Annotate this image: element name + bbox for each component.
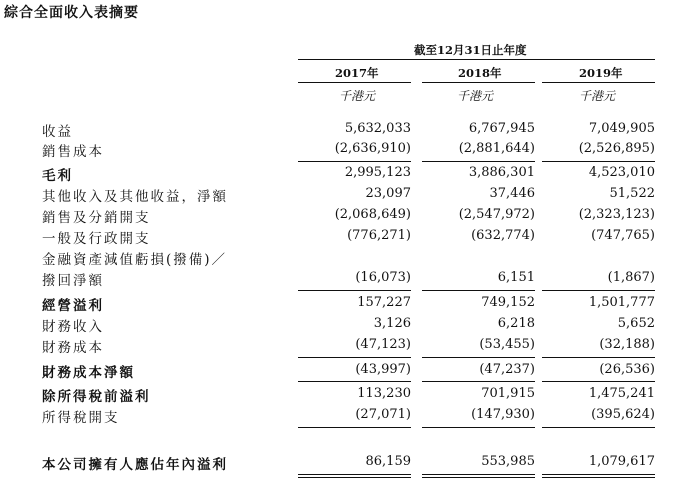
value-2017: 86,159 [365, 454, 411, 469]
row-label: 除所得稅前溢利 [42, 389, 151, 405]
table-row [0, 336, 693, 356]
subtotal-rule [542, 161, 655, 162]
value-2018: (2,547,972) [458, 207, 535, 222]
column-rule [422, 82, 535, 83]
row-label: 經營溢利 [42, 298, 104, 314]
value-2019: 1,079,617 [588, 454, 655, 469]
value-2017: (43,997) [355, 362, 411, 377]
subtotal-rule [542, 290, 655, 291]
row-label: 金融資產減值虧損(撥備)／ [42, 252, 228, 268]
value-2017: 2,995,123 [344, 165, 411, 180]
row-label: 財務成本 [42, 340, 104, 356]
value-2018: (2,881,644) [458, 141, 535, 156]
table-row [0, 227, 693, 247]
period-header: 截至12月31日止年度 [414, 43, 527, 57]
table-row [0, 140, 693, 160]
header-rule [298, 59, 655, 60]
subtotal-rule [422, 290, 535, 291]
subtotal-rule [298, 427, 411, 428]
value-2018: 749,152 [481, 295, 535, 310]
column-rule [298, 82, 411, 83]
total-rule [422, 477, 535, 478]
table-row [0, 315, 693, 335]
total-rule [422, 474, 535, 475]
table-row [0, 248, 693, 268]
value-2019: 1,475,241 [588, 386, 655, 401]
row-label: 其他收入及其他收益，淨額 [42, 189, 228, 205]
table-row [0, 164, 693, 184]
value-2019: (26,536) [599, 362, 655, 377]
column-unit: 千港元 [579, 89, 616, 103]
column-rule [542, 82, 655, 83]
subtotal-rule [422, 381, 535, 382]
total-rule [298, 477, 411, 478]
value-2017: 157,227 [357, 295, 411, 310]
column-unit: 千港元 [339, 89, 376, 103]
value-2017: (16,073) [355, 270, 411, 285]
total-rule [298, 474, 411, 475]
value-2019: 5,652 [617, 316, 655, 331]
row-label: 本公司擁有人應佔年內溢利 [42, 457, 228, 473]
value-2018: (632,774) [471, 228, 535, 243]
value-2018: 6,151 [497, 270, 535, 285]
value-2017: (27,071) [355, 407, 411, 422]
row-label: 銷售成本 [42, 144, 104, 160]
row-label: 銷售及分銷開支 [42, 210, 151, 226]
subtotal-rule [298, 381, 411, 382]
subtotal-rule [542, 381, 655, 382]
table-row [0, 294, 693, 314]
table-row [0, 120, 693, 140]
value-2018: 553,985 [481, 454, 535, 469]
column-unit: 千港元 [457, 89, 494, 103]
table-row [0, 185, 693, 205]
table-row [0, 406, 693, 426]
value-2019: (2,526,895) [578, 141, 655, 156]
value-2018: (47,237) [479, 362, 535, 377]
value-2018: 3,886,301 [468, 165, 535, 180]
value-2019: 4,523,010 [588, 165, 655, 180]
value-2017: (2,068,649) [334, 207, 411, 222]
row-label: 財務收入 [42, 319, 104, 335]
value-2017: 113,230 [357, 386, 411, 401]
table-row [0, 206, 693, 226]
table-row [0, 361, 693, 381]
value-2018: (147,930) [471, 407, 535, 422]
value-2017: (47,123) [355, 337, 411, 352]
total-rule [542, 477, 655, 478]
value-2018: 701,915 [481, 386, 535, 401]
total-rule [542, 474, 655, 475]
value-2017: 5,632,033 [344, 121, 411, 136]
table-row [0, 385, 693, 405]
subtotal-rule [422, 161, 535, 162]
table-row [0, 269, 693, 289]
subtotal-rule [298, 357, 411, 358]
row-label: 一般及行政開支 [42, 231, 151, 247]
page-title: 綜合全面收入表摘要 [4, 5, 139, 21]
row-label: 收益 [42, 124, 73, 140]
value-2017: 23,097 [365, 186, 411, 201]
subtotal-rule [422, 427, 535, 428]
value-2017: (776,271) [347, 228, 411, 243]
subtotal-rule [542, 427, 655, 428]
value-2018: 6,218 [497, 316, 535, 331]
value-2018: (53,455) [479, 337, 535, 352]
value-2019: 1,501,777 [588, 295, 655, 310]
row-label: 財務成本淨額 [42, 365, 135, 381]
value-2019: (32,188) [599, 337, 655, 352]
value-2019: 7,049,905 [588, 121, 655, 136]
row-label: 毛利 [42, 168, 73, 184]
value-2019: (747,765) [591, 228, 655, 243]
subtotal-rule [298, 290, 411, 291]
column-year: 2019年 [579, 66, 623, 80]
table-row [0, 453, 693, 473]
subtotal-rule [422, 357, 535, 358]
column-year: 2018年 [458, 66, 502, 80]
row-label: 所得稅開支 [42, 410, 120, 426]
column-year: 2017年 [335, 66, 379, 80]
value-2019: (1,867) [607, 270, 655, 285]
value-2019: (2,323,123) [578, 207, 655, 222]
value-2018: 6,767,945 [468, 121, 535, 136]
value-2019: (395,624) [591, 407, 655, 422]
row-label: 撥回淨額 [42, 273, 104, 289]
value-2017: 3,126 [373, 316, 411, 331]
subtotal-rule [298, 161, 411, 162]
value-2017: (2,636,910) [334, 141, 411, 156]
subtotal-rule [542, 357, 655, 358]
value-2018: 37,446 [489, 186, 535, 201]
value-2019: 51,522 [609, 186, 655, 201]
